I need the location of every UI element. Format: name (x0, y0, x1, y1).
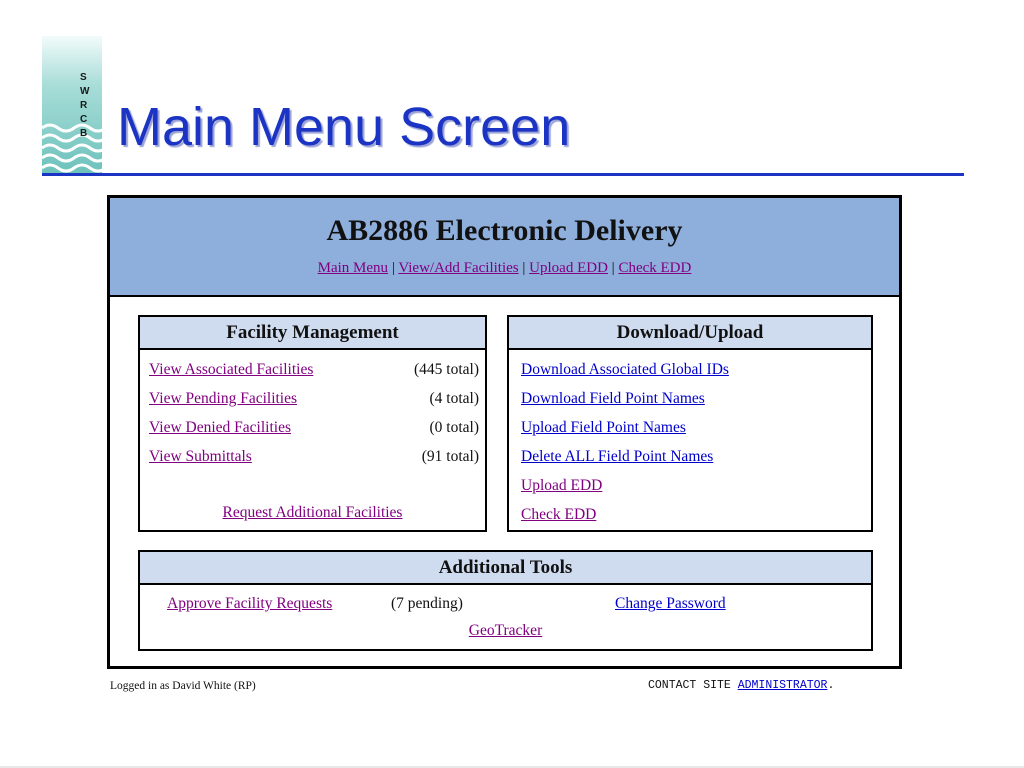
additional-tools-heading: Additional Tools (140, 552, 871, 585)
app-window (107, 195, 902, 669)
nav-view-add-facilities[interactable]: View/Add Facilities (398, 260, 519, 276)
view-denied-facilities-link[interactable]: View Denied Facilities (149, 419, 291, 436)
download-upload-heading: Download/Upload (509, 317, 871, 350)
logo-letter: S (80, 72, 87, 83)
list-item (149, 361, 479, 383)
app-nav (110, 260, 899, 277)
administrator-link[interactable]: ADMINISTRATOR (737, 679, 828, 692)
nav-separator: | (522, 260, 526, 276)
nav-check-edd[interactable]: Check EDD (618, 260, 692, 276)
app-title: AB2886 Electronic Delivery (326, 214, 683, 247)
facility-management-panel (138, 315, 487, 532)
slide-title: Main Menu Screen (117, 97, 571, 157)
geotracker-row (140, 622, 871, 640)
view-pending-facilities-link[interactable]: View Pending Facilities (149, 390, 298, 407)
view-associated-facilities-link[interactable]: View Associated Facilities (149, 361, 314, 378)
list-item (149, 448, 479, 470)
facility-count: (445 total) (414, 361, 479, 378)
logo-letter: W (80, 86, 90, 97)
facility-count: (91 total) (421, 448, 479, 465)
download-upload-panel (507, 315, 873, 532)
download-field-point-names-link[interactable]: Download Field Point Names (521, 390, 705, 407)
contact-prefix: CONTACT SITE (648, 679, 738, 692)
facility-management-heading: Facility Management (140, 317, 485, 350)
list-item (149, 390, 479, 412)
upload-field-point-names-link[interactable]: Upload Field Point Names (521, 419, 686, 436)
swrcb-logo-icon (42, 36, 102, 176)
request-additional-facilities-link[interactable]: Request Additional Facilities (222, 504, 403, 521)
title-divider (42, 173, 964, 176)
request-row (140, 504, 485, 522)
logo-letter: R (80, 100, 88, 111)
delete-field-point-names-link[interactable]: Delete ALL Field Point Names (521, 448, 714, 465)
view-submittals-link[interactable]: View Submittals (149, 448, 252, 465)
nav-separator: | (611, 260, 615, 276)
additional-tools-panel (138, 550, 873, 651)
logged-in-status: Logged in as David White (RP) (110, 680, 256, 692)
nav-upload-edd[interactable]: Upload EDD (529, 260, 608, 276)
nav-main-menu[interactable]: Main Menu (317, 260, 389, 276)
list-item (149, 419, 479, 441)
check-edd-link[interactable]: Check EDD (521, 506, 597, 523)
contact-suffix: . (827, 679, 835, 692)
facility-count: (4 total) (429, 390, 479, 407)
geotracker-link[interactable]: GeoTracker (468, 622, 543, 639)
download-global-ids-link[interactable]: Download Associated Global IDs (521, 361, 729, 378)
contact-line (648, 679, 834, 692)
approve-facility-requests-link[interactable]: Approve Facility Requests (167, 595, 333, 612)
nav-separator: | (391, 260, 395, 276)
tools-row (140, 595, 871, 617)
change-password-link[interactable]: Change Password (615, 595, 726, 612)
facility-count: (0 total) (429, 419, 479, 436)
pending-count: (7 pending) (391, 595, 463, 612)
logo-letter: C (80, 114, 88, 125)
logo-letter: B (80, 128, 88, 139)
app-header (110, 198, 899, 297)
upload-edd-link[interactable]: Upload EDD (521, 477, 603, 494)
